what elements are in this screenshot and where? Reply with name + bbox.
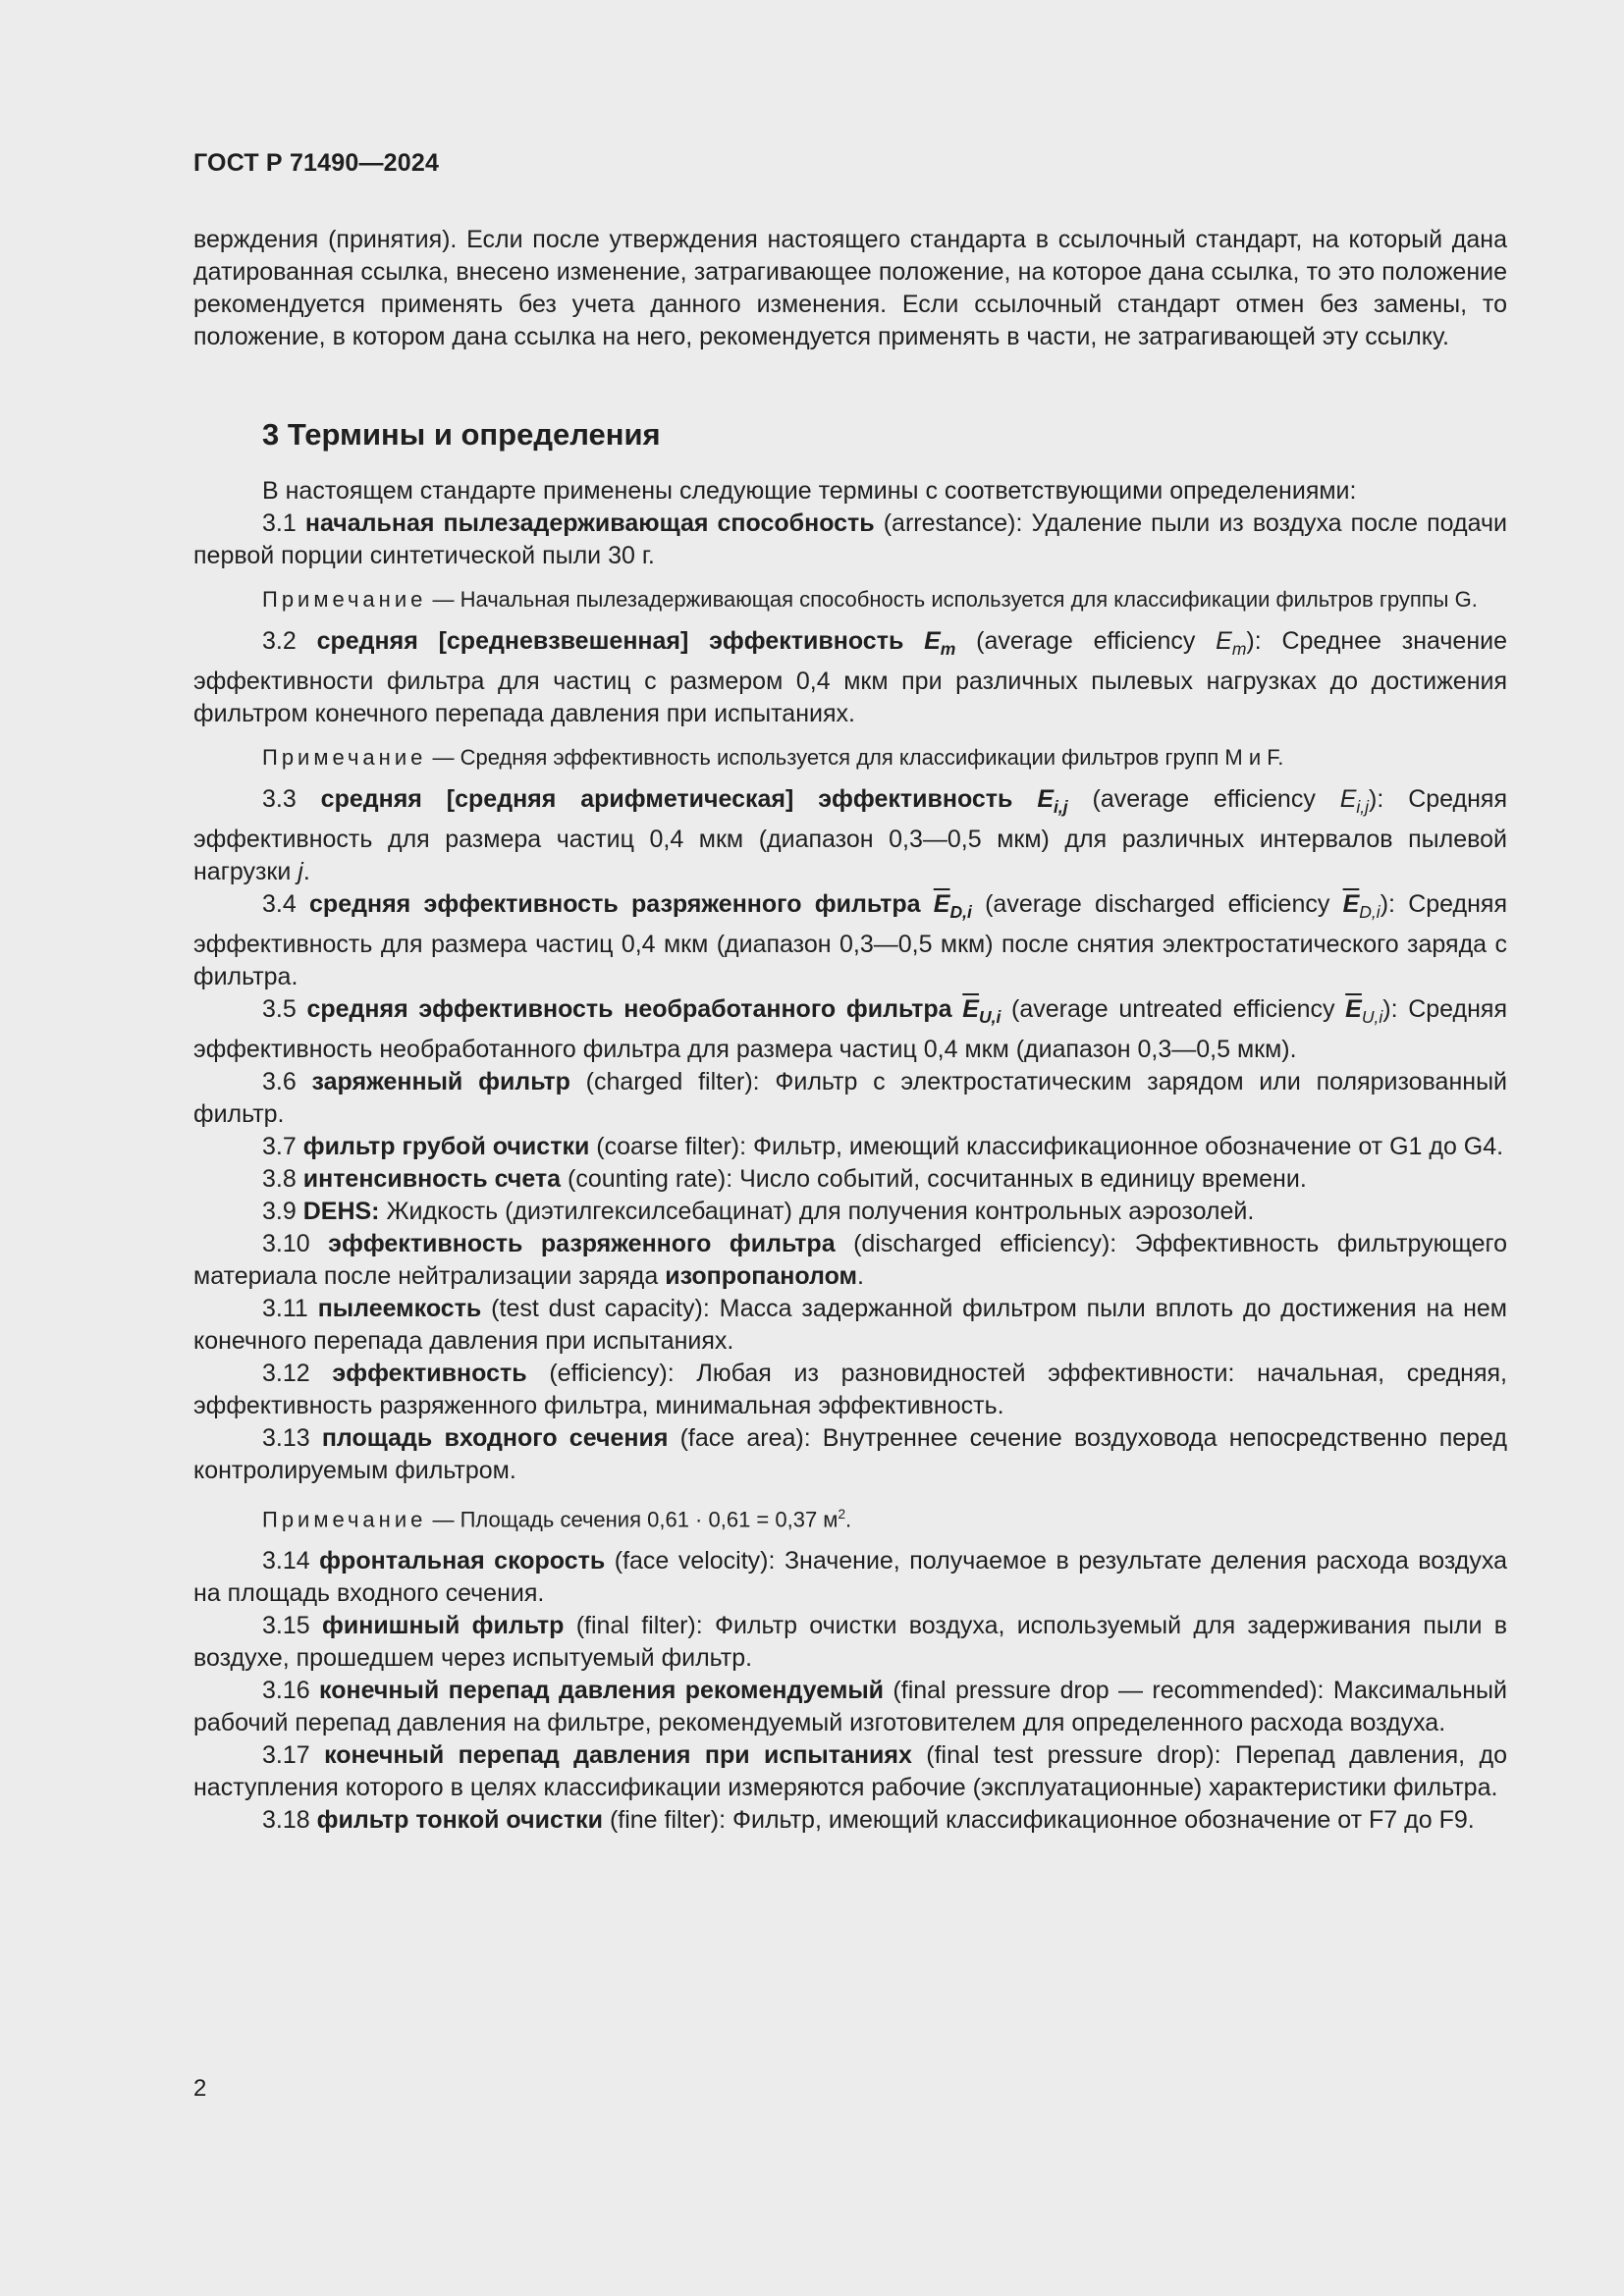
term-symbol-en: $E_m$ xyxy=(1216,627,1247,659)
term-definition: (final pressure drop — recommended): Максимальный рабочий перепад давления на фильтре, рекомендуемый изготовителем для определенного расхода воздуха. xyxy=(193,1677,1507,1737)
term-name: средняя [средняя арифметическая] эффективность xyxy=(320,785,1013,813)
term-number: 3.16 xyxy=(262,1677,310,1705)
term-name: заряженный фильтр xyxy=(311,1068,570,1095)
term-definition: (final filter): Фильтр очистки воздуха, используемый для задерживания пыли в воздухе, прошедшем через испытуемый фильтр. xyxy=(193,1612,1507,1673)
note-text: — Средняя эффективность используется для классификации фильтров групп М и F. xyxy=(426,745,1284,770)
note-3-13: Примечание — Площадь сечения 0,61 · 0,61 = 0,37 $м^2$. xyxy=(262,1507,852,1532)
term-3-7 xyxy=(193,1131,1507,1163)
term-3-16 xyxy=(193,1675,1507,1739)
term-name: средняя [средневзвешенная] эффективность xyxy=(316,627,904,655)
term-3-8 xyxy=(193,1163,1507,1196)
term-number: 3.3 xyxy=(262,785,297,813)
note-label: Примечание xyxy=(262,587,427,612)
term-3-14 xyxy=(193,1545,1507,1610)
term-3-15 xyxy=(193,1610,1507,1675)
term-definition: ): Средняя эффективность необработанного фильтра для размера частиц 0,4 мкм (диапазон 0,3—0,5 мкм). xyxy=(193,995,1507,1063)
term-number: 3.15 xyxy=(262,1612,310,1640)
document-body xyxy=(193,224,1507,1837)
term-name: DEHS: xyxy=(302,1198,380,1225)
term-number: 3.5 xyxy=(262,995,297,1023)
term-name: средняя эффективность необработанного фильтра xyxy=(306,995,952,1023)
term-definition: (charged filter): Фильтр с электростатическим зарядом или поляризованный фильтр. xyxy=(193,1068,1507,1128)
term-number: 3.1 xyxy=(262,509,297,537)
term-name: средняя эффективность разряженного фильтра xyxy=(309,890,921,918)
term-definition: (discharged efficiency): Эффективность фильтрующего материала после нейтрализации заряда xyxy=(193,1230,1508,1290)
term-number: 3.7 xyxy=(262,1133,297,1160)
term-3-11 xyxy=(193,1293,1507,1358)
term-symbol: $\overline{E}_{U,i}$ xyxy=(962,995,1001,1027)
term-name: эффективность xyxy=(332,1360,527,1387)
term-name: площадь входного сечения xyxy=(321,1424,669,1452)
section-intro: В настоящем стандарте применены следующие термины с соответствующими определениями: xyxy=(262,477,1357,505)
note-label: Примечание xyxy=(262,1507,427,1532)
term-3-9 xyxy=(193,1196,1507,1228)
term-definition: ): Средняя эффективность для размера частиц 0,4 мкм (диапазон 0,3—0,5 мкм) для различных интервалов пылевой нагрузки xyxy=(193,785,1507,885)
term-3-13 xyxy=(193,1422,1507,1487)
term-definition: (efficiency): Любая из разновидностей эффективности: начальная, средняя, эффективность разряженного фильтра, минимальная эффективность. xyxy=(193,1360,1507,1419)
term-symbol: $E_m$ xyxy=(924,627,956,659)
term-symbol-en: $\overline{E}_{U,i}$ xyxy=(1345,995,1383,1027)
term-3-12 xyxy=(193,1358,1507,1422)
term-definition: (coarse filter): Фильтр, имеющий классификационное обозначение от G1 до G4. xyxy=(589,1133,1504,1160)
term-name: конечный перепад давления при испытаниях xyxy=(324,1741,912,1770)
document-header: ГОСТ Р 71490—2024 xyxy=(193,149,440,177)
term-definition: (face velocity): Значение, получаемое в результате деления расхода воздуха на площадь входного сечения. xyxy=(193,1547,1507,1608)
term-number: 3.6 xyxy=(262,1068,297,1095)
term-name: фильтр тонкой очистки xyxy=(316,1806,603,1835)
term-number: 3.2 xyxy=(262,627,297,655)
term-number: 3.14 xyxy=(262,1547,310,1575)
term-3-10: 3.10 эффективность разряженного фильтра (discharged efficiency): Эффективность фильтрующего материала после нейтрализации заряда изопропанолом. xyxy=(193,1230,1508,1290)
term-3-17 xyxy=(193,1739,1507,1804)
term-number: 3.10 xyxy=(262,1230,310,1257)
term-number: 3.18 xyxy=(262,1806,310,1835)
term-symbol: $E_{i,j}$ xyxy=(1037,785,1068,817)
page-number: 2 xyxy=(193,2075,207,2102)
intro-paragraph: верждения (принятия). Если после утверждения настоящего стандарта в ссылочный стандарт, на который дана датированная ссылка, внесено изменение, затрагивающее положение, на которое дана ссылка, то это положение рекомендуется применять без учета данного изменения. Если ссылочный стандарт отмен без замены, то положение, в котором дана ссылка на него, рекомендуется применять в части, не затрагивающей эту ссылку. xyxy=(193,226,1507,350)
term-definition: ): Средняя эффективность для размера частиц 0,4 мкм (диапазон 0,3—0,5 мкм) после снятия электростатического заряда с фильтра. xyxy=(193,890,1508,990)
term-name: фильтр грубой очистки xyxy=(302,1133,590,1160)
term-name: пылеемкость xyxy=(317,1295,482,1322)
term-definition: (fine filter): Фильтр, имеющий классификационное обозначение от F7 до F9. xyxy=(603,1806,1475,1835)
term-definition: (face area): Внутреннее сечение воздуховода непосредственно перед контролируемым фильтром. xyxy=(193,1424,1507,1484)
term-definition: ): Среднее значение эффективности фильтра для частиц с размером 0,4 мкм при различных пылевых нагрузках до достижения фильтром конечного перепада давления при испытаниях. xyxy=(193,627,1508,727)
term-number: 3.12 xyxy=(262,1360,310,1387)
term-number: 3.13 xyxy=(262,1424,310,1452)
term-definition: Жидкость (диэтилгексилсебацинат) для получения контрольных аэрозолей. xyxy=(379,1198,1255,1225)
term-3-18 xyxy=(193,1804,1507,1837)
term-3-1 xyxy=(193,507,1507,572)
term-3-4: 3.4 средняя эффективность разряженного фильтра $\overline{E}_{D,i}$ (average discharged efficiency $\overline{E}_{D,i}$): Средняя эффективность для размера частиц 0,4 мкм (диапазон 0,3—0,5 мкм) после снятия электростатического заряда с фильтра. xyxy=(193,890,1508,990)
term-number: 3.8 xyxy=(262,1165,297,1193)
term-definition: (counting rate): Число событий, сосчитанных в единицу времени. xyxy=(561,1165,1307,1193)
term-3-6 xyxy=(193,1066,1507,1131)
term-3-2: 3.2 средняя [средневзвешенная] эффективность $E_m$ (average efficiency $E_m$): Среднее значение эффективности фильтра для частиц с размером 0,4 мкм при различных пылевых нагрузках до достижения фильтром конечного перепада давления при испытаниях. xyxy=(193,627,1508,727)
note-text: — Начальная пылезадерживающая способность используется для классификации фильтров группы G. xyxy=(426,587,1478,612)
note-3-1 xyxy=(193,585,1507,614)
term-symbol-en: $E_{i,j}$ xyxy=(1339,785,1370,817)
term-name: начальная пылезадерживающая способность xyxy=(304,509,875,537)
term-name: конечный перепад давления рекомендуемый xyxy=(319,1677,885,1705)
term-definition: (arrestance): Удаление пыли из воздуха после подачи первой порции синтетической пыли 30 г. xyxy=(193,509,1507,569)
section-heading: 3 Термины и определения xyxy=(262,417,661,452)
term-symbol-en: $\overline{E}_{D,i}$ xyxy=(1342,890,1380,922)
term-definition: (test dust capacity): Масса задержанной фильтром пыли вплоть до достижения на нем конечного перепада давления при испытаниях. xyxy=(193,1295,1507,1355)
term-definition: (final test pressure drop): Перепад давления, до наступления которого в целях классификации измеряются рабочие (эксплуатационные) характеристики фильтра. xyxy=(193,1741,1507,1802)
term-3-5: 3.5 средняя эффективность необработанного фильтра $\overline{E}_{U,i}$ (average untreated efficiency $\overline{E}_{U,i}$): Средняя эффективность необработанного фильтра для размера частиц 0,4 мкм (диапазон 0,3—0,5 мкм). xyxy=(193,995,1507,1063)
term-name: эффективность разряженного фильтра xyxy=(328,1230,836,1257)
term-name: финишный фильтр xyxy=(321,1612,565,1640)
note-3-2 xyxy=(193,743,1507,773)
term-3-3: 3.3 средняя [средняя арифметическая] эффективность $E_{i,j}$ (average efficiency $E_{i,j}$): Средняя эффективность для размера частиц 0,4 мкм (диапазон 0,3—0,5 мкм) для различных интервалов пылевой нагрузки j. xyxy=(193,785,1507,885)
term-symbol: $\overline{E}_{D,i}$ xyxy=(933,890,972,922)
term-name: фронтальная скорость xyxy=(319,1547,606,1575)
term-number: 3.11 xyxy=(262,1295,308,1322)
note-text: — Площадь сечения 0,61 · 0,61 = 0,37 м xyxy=(426,1507,839,1532)
term-number: 3.9 xyxy=(262,1198,297,1225)
term-name: интенсивность счета xyxy=(302,1165,562,1193)
note-label: Примечание xyxy=(262,745,427,770)
term-number: 3.17 xyxy=(262,1741,310,1770)
term-number: 3.4 xyxy=(262,890,297,918)
